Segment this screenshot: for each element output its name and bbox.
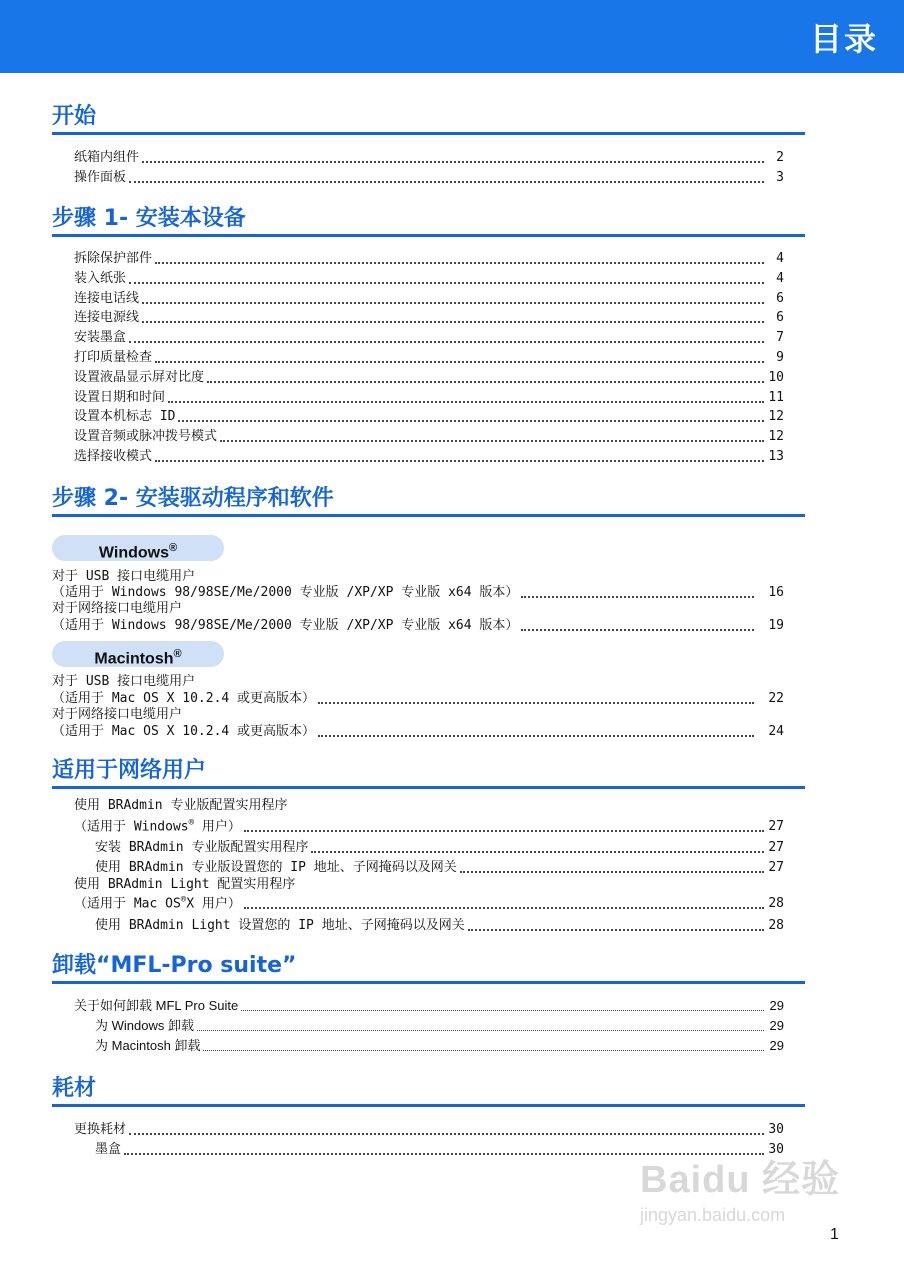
dot-leader (155, 250, 764, 264)
toc-entry-label (74, 894, 244, 912)
dot-leader (521, 584, 754, 598)
toc-entry-step1[interactable] (74, 388, 784, 406)
toc-entry-step1[interactable] (74, 427, 784, 445)
toc-entry-page: 29 (769, 1018, 784, 1033)
toc-entry-page: 24 (768, 724, 784, 739)
windows-pill (52, 535, 224, 561)
toc-entry-bradmin-ip[interactable] (95, 858, 784, 876)
toc-entry-mac-usb[interactable] (52, 689, 784, 707)
watermark-main: Baidu 经验 (640, 1159, 841, 1201)
toc-entry-page: 27 (768, 819, 784, 834)
toc-entry-light-ip[interactable] (95, 916, 784, 934)
macintosh-pill (52, 641, 224, 667)
toc-entry-label: 安装 BRAdmin 专业版配置实用程序 (95, 840, 309, 855)
toc-entry-page: 6 (776, 310, 784, 325)
section-heading-step2: 步骤 2- 安装驱动程序和软件 (52, 486, 805, 517)
dot-leader (155, 448, 764, 462)
toc-entry-page: 29 (769, 998, 784, 1013)
toc-entry-step1[interactable] (74, 289, 784, 307)
dot-leader (203, 1037, 764, 1051)
toc-entry-page: 16 (768, 585, 784, 600)
section-heading-network: 适用于网络用户 (52, 758, 805, 789)
toc-entry-uninstall-mac[interactable] (95, 1036, 784, 1054)
dot-leader (129, 169, 764, 183)
toc-entry-page: 2 (776, 150, 784, 165)
toc-entry-bradmin-windows[interactable] (74, 817, 784, 835)
toc-entry-step1[interactable] (74, 308, 784, 326)
registered-mark: ® (168, 542, 178, 554)
toc-entry-label (74, 817, 244, 835)
toc-entry-page: 4 (776, 251, 784, 266)
toc-entry-label: 关于如何卸载 MFL Pro Suite (74, 998, 239, 1013)
dot-leader (168, 389, 764, 403)
dot-leader (178, 408, 764, 422)
toc-entry-light-title[interactable]: 使用 BRAdmin Light 配置实用程序 (74, 877, 296, 892)
toc-entry-page: 12 (768, 429, 784, 444)
toc-entry-label: 为 Macintosh 卸载 (95, 1038, 201, 1053)
toc-entry-step1[interactable] (74, 368, 784, 386)
toc-entry-replace-consumables[interactable] (74, 1120, 784, 1138)
section-heading-consumables: 耗材 (52, 1076, 805, 1107)
toc-entry-page: 28 (768, 918, 784, 933)
toc-entry-uninstall-windows[interactable] (95, 1016, 784, 1034)
toc-entry-step1[interactable] (74, 328, 784, 346)
toc-entry-label: （适用于 Mac OS X 10.2.4 或更高版本） (52, 724, 316, 739)
toc-entry-label: 设置本机标志 ID (74, 409, 176, 424)
section-heading-start: 开始 (52, 104, 805, 135)
dot-leader (220, 428, 764, 442)
registered-mark: ® (173, 648, 182, 660)
page-number: 1 (830, 1226, 839, 1243)
bradmin-sub-pre: （适用于 Windows (74, 819, 189, 834)
toc-entry-page: 7 (776, 330, 784, 345)
toc-entry-step1[interactable] (74, 447, 784, 465)
dot-leader (241, 997, 764, 1011)
toc-entry-box-contents[interactable] (74, 148, 784, 166)
dot-leader (311, 839, 764, 853)
toc-entry-label: 使用 BRAdmin Light 设置您的 IP 地址、子网掩码以及网关 (95, 918, 465, 933)
toc-entry-mac-usb-title[interactable]: 对于 USB 接口电缆用户 (52, 674, 196, 689)
dot-leader (142, 290, 764, 304)
dot-leader (155, 349, 764, 363)
toc-entry-step1[interactable] (74, 269, 784, 287)
header-bar (0, 0, 904, 73)
toc-entry-label: 更换耗材 (74, 1122, 127, 1137)
toc-entry-win-usb-title[interactable]: 对于 USB 接口电缆用户 (52, 569, 196, 584)
section-heading-uninstall: 卸载“MFL-Pro suite” (52, 953, 805, 984)
toc-entry-win-usb[interactable] (52, 583, 784, 601)
toc-entry-label: （适用于 Windows 98/98SE/Me/2000 专业版 /XP/XP 专业版 x64 版本） (52, 618, 519, 633)
toc-entry-label: 纸箱内组件 (74, 150, 140, 165)
toc-entry-page: 28 (768, 896, 784, 911)
toc-entry-label: 设置日期和时间 (74, 390, 166, 405)
toc-entry-label: 使用 BRAdmin 专业版设置您的 IP 地址、子网掩码以及网关 (95, 860, 457, 875)
dot-leader (207, 369, 764, 383)
dot-leader (197, 1017, 764, 1031)
light-sub-pre: （适用于 Mac OS (74, 896, 181, 911)
dot-leader (244, 895, 764, 909)
section-heading-step1: 步骤 1- 安装本设备 (52, 206, 805, 237)
dot-leader (244, 818, 764, 832)
watermark-sub: jingyan.baidu.com (640, 1205, 786, 1225)
toc-entry-step1[interactable] (74, 348, 784, 366)
toc-entry-step1[interactable] (74, 249, 784, 267)
toc-entry-mac-net[interactable] (52, 722, 784, 740)
toc-entry-label: 连接电话线 (74, 291, 140, 306)
toc-entry-label: 设置音频或脉冲拨号模式 (74, 429, 218, 444)
toc-entry-label: 连接电源线 (74, 310, 140, 325)
page-title: 目录 (809, 20, 878, 58)
light-sub-post: X 用户） (186, 896, 241, 911)
toc-entry-page: 9 (776, 350, 784, 365)
toc-entry-page: 19 (768, 618, 784, 633)
dot-leader (318, 723, 754, 737)
toc-entry-page: 12 (768, 409, 784, 424)
toc-entry-bradmin-title[interactable]: 使用 BRAdmin 专业版配置实用程序 (74, 798, 288, 813)
macintosh-pill-label: Macintosh (94, 650, 174, 668)
toc-entry-page: 13 (768, 449, 784, 464)
toc-entry-install-bradmin[interactable] (95, 838, 784, 856)
toc-entry-label: 选择接收模式 (74, 449, 153, 464)
toc-entry-page: 11 (768, 390, 784, 405)
toc-entry-step1[interactable] (74, 407, 784, 425)
toc-entry-page: 30 (768, 1142, 784, 1157)
toc-entry-label: 为 Windows 卸载 (95, 1018, 194, 1033)
bradmin-sub-post: 用户） (194, 819, 241, 834)
dot-leader (318, 690, 754, 704)
toc-entry-page: 22 (768, 691, 784, 706)
toc-entry-page: 4 (776, 271, 784, 286)
baidu-watermark (640, 1148, 860, 1248)
registered-mark: ® (188, 817, 195, 828)
windows-pill-label: Windows (98, 544, 169, 562)
toc-entry-label: 设置液晶显示屏对比度 (74, 370, 205, 385)
toc-entry-page: 6 (776, 291, 784, 306)
toc-entry-control-panel[interactable] (74, 168, 784, 186)
toc-entry-page: 3 (776, 170, 784, 185)
toc-entry-page: 27 (768, 860, 784, 875)
toc-entry-label: 墨盒 (95, 1142, 122, 1157)
dot-leader (142, 149, 764, 163)
dot-leader (129, 1121, 764, 1135)
toc-entry-label: （适用于 Mac OS X 10.2.4 或更高版本） (52, 691, 316, 706)
toc-entry-light-mac[interactable] (74, 894, 784, 912)
toc-entry-label: 操作面板 (74, 170, 127, 185)
dot-leader (142, 309, 764, 323)
toc-entry-label: （适用于 Windows 98/98SE/Me/2000 专业版 /XP/XP 专业版 x64 版本） (52, 585, 519, 600)
toc-entry-label: 装入纸张 (74, 271, 127, 286)
dot-leader (521, 617, 754, 631)
toc-entry-label: 拆除保护部件 (74, 251, 153, 266)
toc-entry-uninstall-howto[interactable] (74, 996, 784, 1014)
toc-entry-label: 安装墨盒 (74, 330, 127, 345)
toc-entry-page: 30 (768, 1122, 784, 1137)
toc-entry-win-net-title[interactable]: 对于网络接口电缆用户 (52, 601, 183, 616)
toc-entry-page: 10 (768, 370, 784, 385)
dot-leader (129, 270, 764, 284)
toc-entry-win-net[interactable] (52, 616, 784, 634)
dot-leader (129, 329, 764, 343)
registered-mark: ® (180, 894, 187, 905)
dot-leader (460, 859, 764, 873)
dot-leader (468, 917, 764, 931)
toc-entry-mac-net-title[interactable]: 对于网络接口电缆用户 (52, 707, 183, 722)
toc-entry-label: 打印质量检查 (74, 350, 153, 365)
toc-entry-page: 27 (768, 840, 784, 855)
toc-entry-page: 29 (769, 1038, 784, 1053)
